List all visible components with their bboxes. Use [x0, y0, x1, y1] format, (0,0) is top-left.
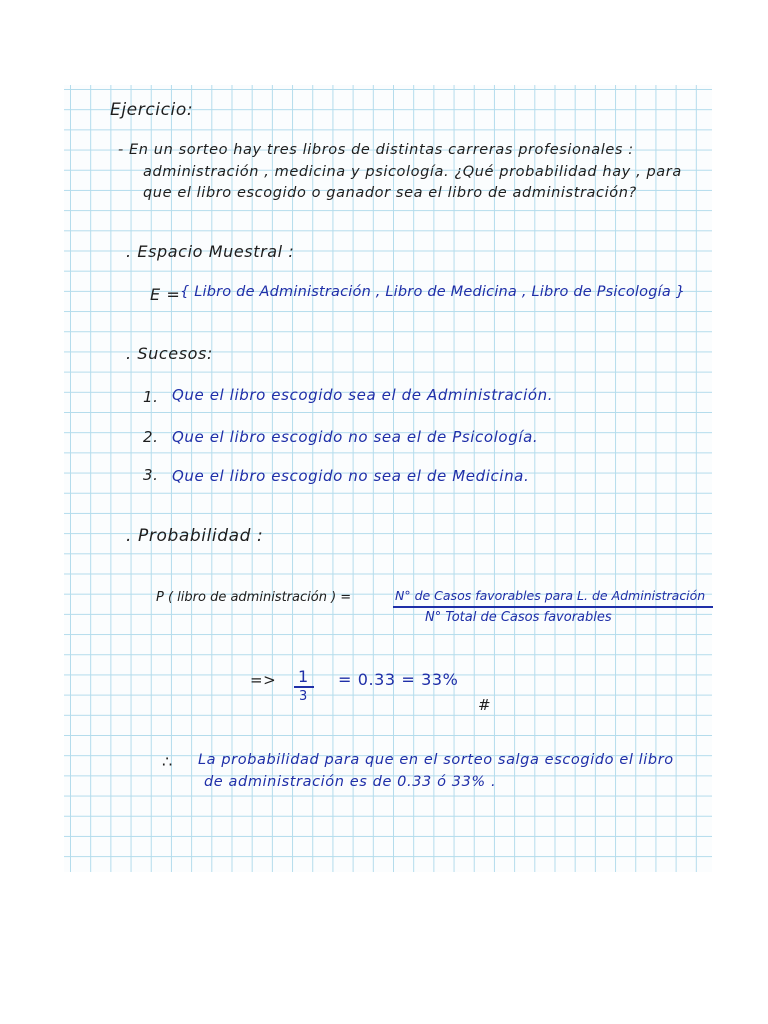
therefore-symbol: ∴ — [162, 752, 173, 771]
conclusion-line: La probabilidad para que en el sorteo salga escogido el libro — [198, 752, 674, 768]
event-number: 2. — [143, 428, 159, 446]
event-number: 3. — [143, 466, 159, 484]
sample-space-set: { Libro de Administración , Libro de Medicina , Libro de Psicología } — [180, 284, 686, 300]
probability-numerator: N° de Casos favorables para L. de Administración — [395, 588, 706, 603]
conclusion-line: de administración es de 0.33 ó 33% . — [204, 774, 497, 790]
event-text: Que el libro escogido sea el de Administración. — [172, 386, 554, 404]
event-text: Que el libro escogido no sea el de Medicina. — [172, 467, 530, 485]
result-fraction-bar — [294, 686, 314, 688]
events-heading: . Sucesos: — [126, 344, 213, 363]
probability-lhs: P ( libro de administración ) = — [156, 590, 352, 605]
event-text: Que el libro escogido no sea el de Psicología. — [172, 428, 539, 446]
problem-line: - En un sorteo hay tres libros de distintas carreras profesionales : — [118, 142, 634, 158]
probability-result: = 0.33 = 33% — [338, 670, 459, 689]
implies-arrow: => — [250, 671, 277, 689]
event-number: 1. — [143, 388, 159, 406]
sample-space-label: E = — [150, 285, 181, 304]
sample-space-heading: . Espacio Muestral : — [126, 242, 295, 261]
fraction-bar — [393, 606, 713, 608]
problem-line: que el libro escogido o ganador sea el libro de administración? — [143, 185, 637, 201]
end-mark: # — [478, 696, 492, 714]
exercise-title: Ejercicio: — [110, 100, 194, 120]
probability-heading: . Probabilidad : — [126, 526, 264, 546]
fraction-denominator: 3 — [299, 689, 308, 704]
fraction-numerator: 1 — [298, 667, 309, 686]
problem-line: administración , medicina y psicología. ¿Qué probabilidad hay , para — [143, 164, 682, 180]
probability-denominator: N° Total de Casos favorables — [425, 610, 612, 625]
